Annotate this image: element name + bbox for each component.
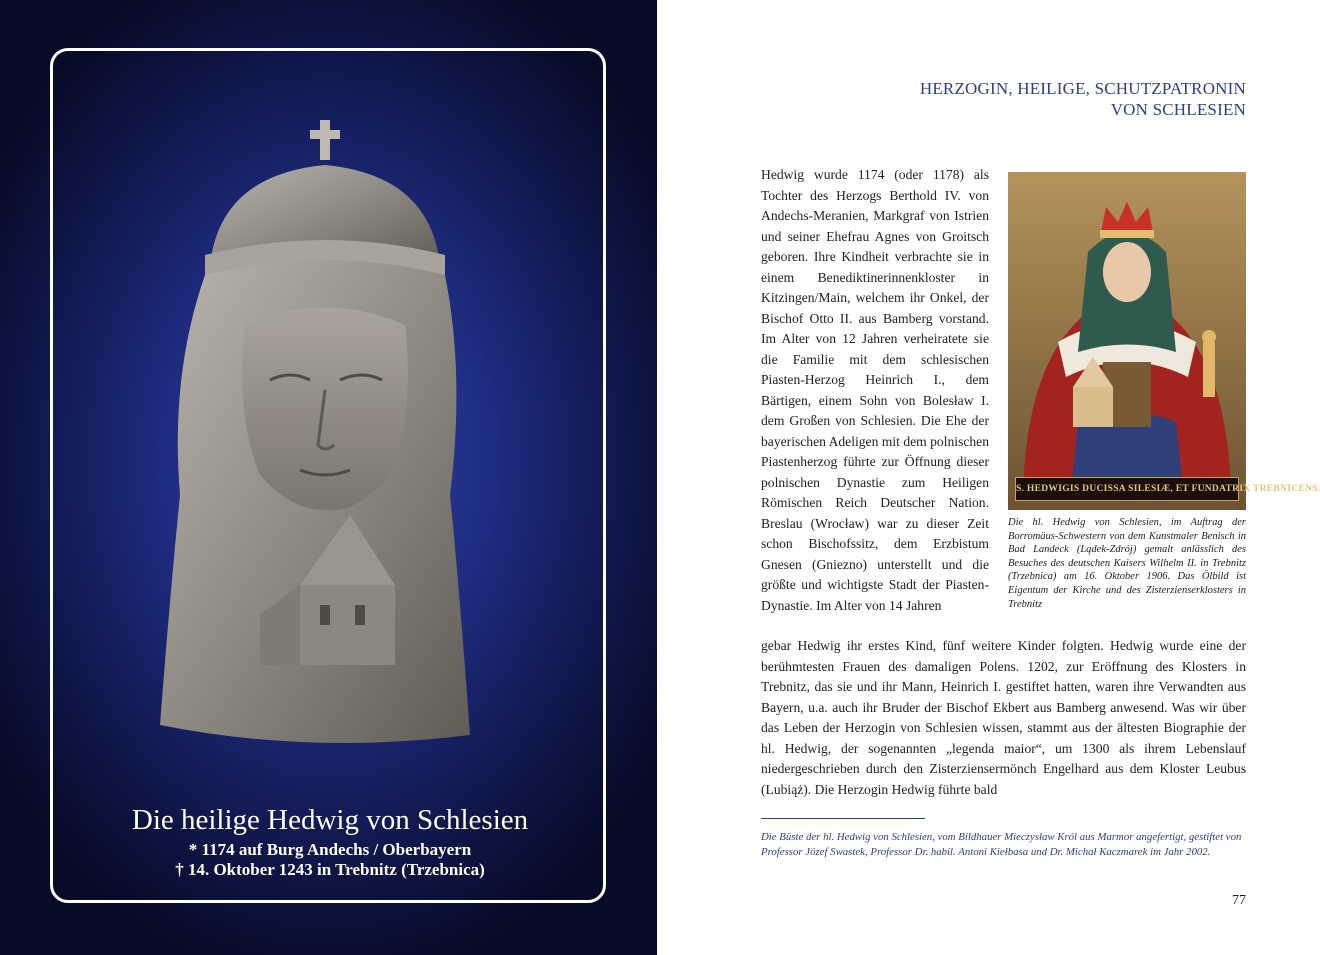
body-paragraph-wide: gebar Hedwig ihr erstes Kind, fünf weitere Kinder folgten. Hedwig wurde eine der berühmtesten Frauen des damaligen Polens. 1202, zur Eröffnung des Klosters in Trebnitz, das sie und ihr Mann, Heinrich I. gestiftet hatten, waren ihre Verwandten aus Bayern, u.a. auch ihr Bruder der Bischof Ekbert aus Bamberg anwesend. Was wir über das Leben der Herzogin von Schlesien wissen, stammt aus der ältesten Biographie der hl. Hedwig, der sogenannten „legenda maior“, um 1300 als ihrem Lebenslauf niedergeschrieben durch den Zisterziensermönch Engelhard aus dem Kloster Leubus (Lubiąż). Die Herzogin Hedwig führte bald <box>761 638 1246 797</box>
caption-title: Die heilige Hedwig von Schlesien <box>131 804 529 836</box>
painting-caption: Die hl. Hedwig von Schlesien, im Auftrag der Borromäus-Schwestern von dem Kunstmaler Benisch in Bad Landeck (Lądek-Zdrój) gemalt anlässlich des Besuches des deutschen Kaisers Wilhelm II. in Trebnitz (Trzebnica) am 16. Oktober 1906. Das Ölbild ist Eigentum der Kirche und des Zisterzienserklosters in Trebnitz <box>1008 517 1246 610</box>
footnote-rule <box>761 818 925 819</box>
footnote: Die Büste der hl. Hedwig von Schlesien, vom Bildhauer Mieczysław Król aus Marmor angefertigt, gestiftet von Professor Józef Swastek, Professor Dr. habil. Antoni Kiełbasa und Dr. Michał Kaczmarek im Jahr 2002. <box>761 831 1242 858</box>
bust-caption <box>50 800 610 880</box>
body-text-wide <box>761 636 1246 800</box>
heading-line-2: VON SCHLESIEN <box>1110 100 1246 119</box>
right-page <box>657 0 1320 955</box>
left-page <box>0 0 657 955</box>
caption-death: † 14. Oktober 1243 in Trebnitz (Trzebnica) <box>175 860 485 879</box>
page-number: 77 <box>1232 893 1246 908</box>
chapter-heading <box>920 78 1246 120</box>
caption-birth: * 1174 auf Burg Andechs / Oberbayern <box>188 840 472 859</box>
heading-line-1: HERZOGIN, HEILIGE, SCHUTZPATRONIN <box>919 79 1246 98</box>
hedwig-painting-image <box>1008 172 1246 510</box>
body-paragraph-narrow: Hedwig wurde 1174 (oder 1178) als Tochter des Herzogs Berthold IV. von Andechs-Meranien, Markgraf von Istrien und seiner Ehefrau Agnes von Groitsch geboren. Ihre Kindheit verbrachte sie in einem Benediktinerinnenkloster in Kitzingen/Main, welchem ihr Onkel, der Bischof Otto II. aus Bamberg vorstand. Im Alter von 12 Jahren verheiratete sie die Familie mit dem schlesischen Piasten-Herzog Heinrich I., dem Bärtigen, einem Sohn von Bolesław I. dem Großen von Schlesien. Die Ehe der bayerischen Adeligen mit dem polnischen Piastenherzog führte zur Öffnung dieser polnischen Dynastie zum Heiligen Römischen Reich Deutscher Nation. Breslau (Wrocław) war zu dieser Zeit schon Bischofssitz, dem Erzbistum Gnesen (Gniezno) unterstellt und die größte und wichtigste Stadt der Piasten-Dynastie. Im Alter von 14 Jahren <box>761 167 990 613</box>
painting-inscription: S. HEDWIGIS DUCISSA SILESIÆ, ET FUNDATRIX TREBNICENS. <box>1015 477 1239 501</box>
hedwig-bust-image <box>150 115 480 775</box>
body-text-column <box>761 165 989 616</box>
